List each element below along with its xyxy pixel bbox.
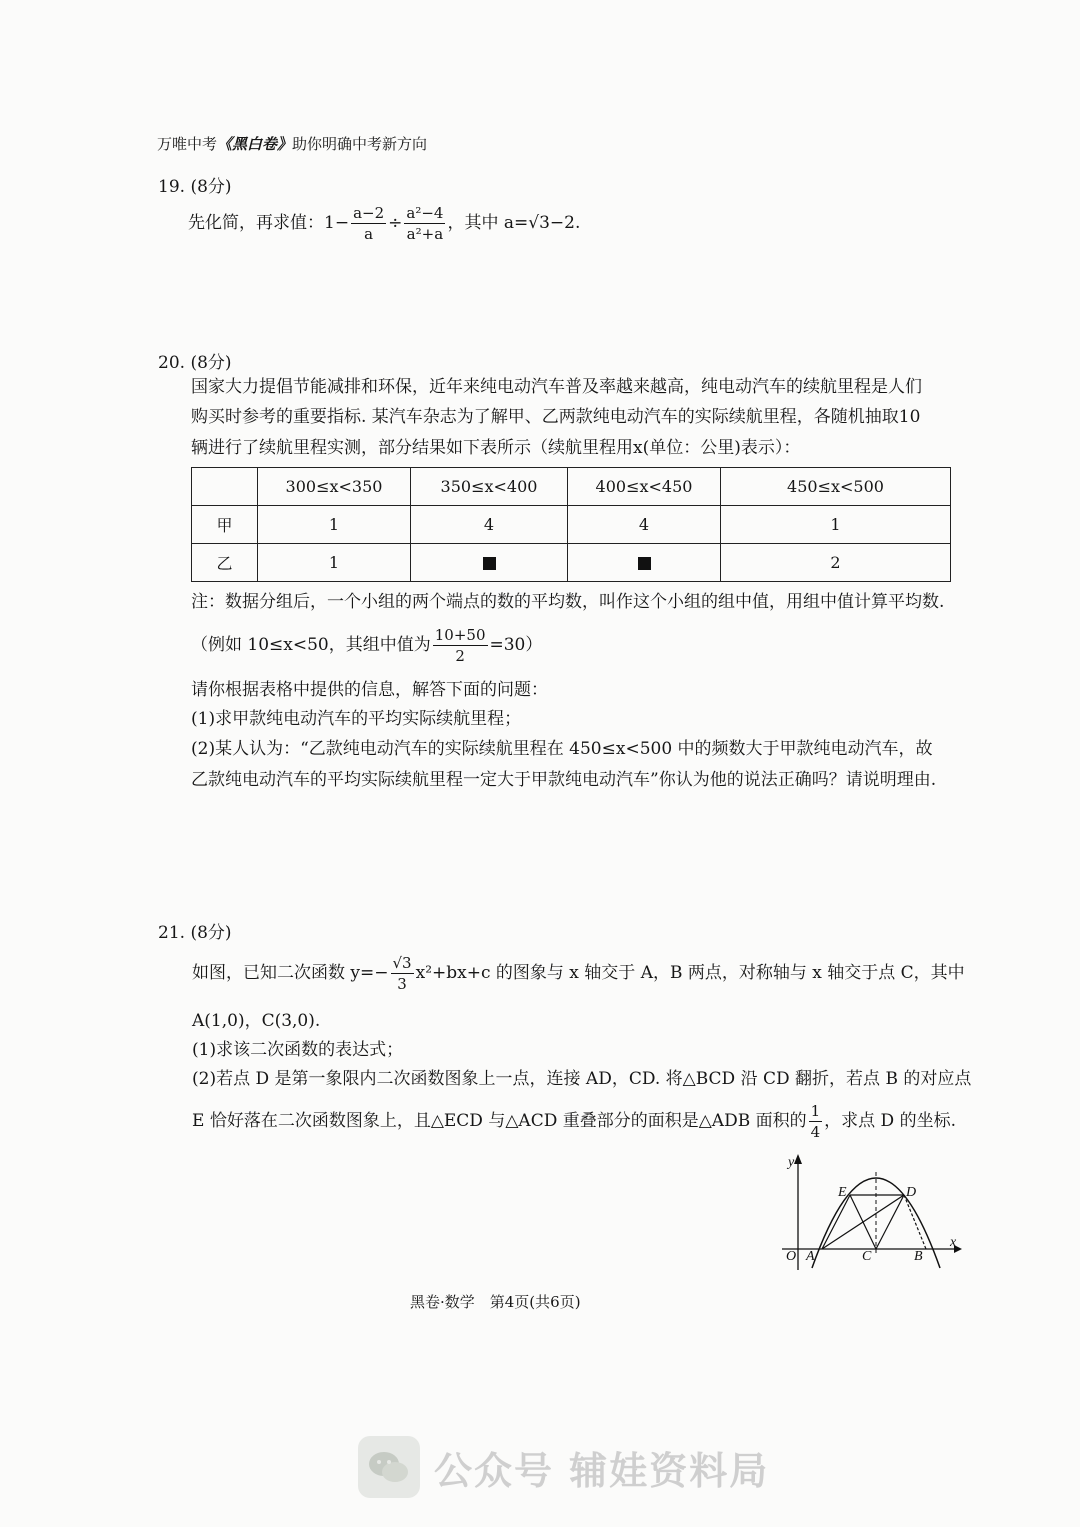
q19-fraction-2	[404, 203, 445, 243]
q20-example	[191, 622, 542, 668]
q19-expr-lead: 1−	[324, 213, 350, 233]
segment-ce	[850, 1195, 876, 1249]
table-header-cell: 300≤x<350	[258, 468, 411, 506]
q21-line-2: A(1,0)，C(3,0).	[192, 1011, 321, 1031]
table-cell: 4	[568, 506, 721, 544]
label-o: O	[786, 1249, 797, 1264]
q20-example-fraction	[433, 625, 488, 665]
parabola-figure	[782, 1150, 962, 1275]
y-axis-arrow	[794, 1154, 802, 1164]
q21-ratio-den: 4	[810, 1122, 821, 1141]
table-row	[192, 506, 951, 544]
q21-part2b-pre: E 恰好落在二次函数图象上，且△ECD 与△ACD 重叠部分的面积是△ADB 面积的	[192, 1111, 807, 1131]
q21-part-2a: (2)若点 D 是第一象限内二次函数图象上一点，连接 AD，CD. 将△BCD 沿 CD 翻折，若点 B 的对应点	[192, 1069, 972, 1089]
segment-cd	[876, 1195, 904, 1249]
q19-prompt: 先化简，再求值：	[188, 213, 324, 233]
watermark-text: 公众号 辅娃资料局	[434, 1449, 770, 1493]
q20-ask: 请你根据表格中提供的信息，解答下面的问题：	[191, 680, 548, 700]
table-cell-hidden	[411, 544, 568, 582]
q21-line-1	[192, 950, 965, 996]
q19-frac1-num: a−2	[353, 203, 385, 222]
q19-number: 19. (8分)	[158, 177, 232, 197]
q20-example-pre: （例如 10≤x<50，其组中值为	[191, 635, 431, 655]
q20-part-2a: (2)某人认为：“乙款纯电动汽车的实际续航里程在 450≤x<500 中的频数大于甲款纯电动汽车，故	[191, 739, 933, 759]
page-footer: 黑卷·数学 第4页(共6页)	[410, 1293, 581, 1311]
table-row-label: 乙	[192, 544, 258, 582]
q20-part-2b: 乙款纯电动汽车的平均实际续航里程一定大于甲款纯电动汽车”你认为他的说法正确吗？请说明理由.	[191, 770, 937, 790]
q21-ratio-num: 1	[810, 1101, 821, 1120]
q20-example-den: 2	[455, 646, 465, 665]
table-header-row	[192, 468, 951, 506]
label-y: y	[788, 1155, 795, 1170]
header-tagline-pre: 万唯中考	[157, 135, 218, 153]
table-cell: 1	[258, 506, 411, 544]
label-a: A	[806, 1249, 815, 1264]
q19-div-sign: ÷	[388, 213, 403, 233]
label-b: B	[914, 1249, 923, 1264]
q21-line1-pre: 如图，已知二次函数 y=−	[192, 963, 389, 983]
redacted-square	[483, 557, 496, 570]
table-cell: 1	[721, 506, 951, 544]
q19-frac2-num: a²−4	[406, 203, 444, 222]
q20-example-post: =30）	[489, 635, 543, 655]
redacted-square	[638, 557, 651, 570]
q20-example-num: 10+50	[434, 625, 486, 644]
q21-part-1: (1)求该二次函数的表达式；	[192, 1040, 404, 1060]
table-cell: 4	[411, 506, 568, 544]
q20-note: 注：数据分组后，一个小组的两个端点的数的平均数，叫作这个小组的组中值，用组中值计算平均数.	[191, 592, 945, 612]
q20-line-3: 辆进行了续航里程实测，部分结果如下表所示（续航里程用x(单位：公里)表示）：	[191, 438, 801, 458]
table-cell: 2	[721, 544, 951, 582]
q21-part2b-post: ，求点 D 的坐标.	[824, 1111, 956, 1131]
q20-number: 20. (8分)	[158, 353, 232, 373]
wechat-icon	[358, 1436, 420, 1498]
segment-db	[904, 1195, 926, 1249]
table-cell: 1	[258, 544, 411, 582]
label-d: D	[906, 1185, 917, 1200]
range-table	[191, 467, 951, 582]
header-brand: 《黑白卷》	[217, 135, 293, 153]
q19-frac1-den: a	[364, 224, 374, 243]
q21-coef-num: √3	[392, 953, 412, 972]
q19-condition: ，其中 a=√3−2.	[447, 213, 581, 233]
table-row	[192, 544, 951, 582]
table-corner	[192, 468, 258, 506]
table-header-cell: 350≤x<400	[411, 468, 568, 506]
q21-coef-den: 3	[397, 974, 407, 993]
q20-line-2: 购买时参考的重要指标. 某汽车杂志为了解甲、乙两款纯电动汽车的实际续航里程，各随机抽取10	[191, 407, 921, 427]
q21-ratio-fraction	[809, 1101, 823, 1141]
table-header-cell: 400≤x<450	[568, 468, 721, 506]
table-header-cell: 450≤x<500	[721, 468, 951, 506]
q19-fraction-1	[351, 203, 386, 243]
q19-frac2-den: a²+a	[406, 224, 444, 243]
q21-number: 21. (8分)	[158, 923, 232, 943]
q19-body	[188, 200, 580, 246]
label-c: C	[862, 1249, 872, 1264]
q20-part-1: (1)求甲款纯电动汽车的平均实际续航里程；	[191, 709, 522, 729]
segment-ea	[822, 1195, 850, 1249]
q21-coef-fraction	[391, 953, 414, 993]
q21-line1-post: x²+bx+c 的图象与 x 轴交于 A，B 两点，对称轴与 x 轴交于点 C，其中	[415, 963, 965, 983]
table-cell-hidden	[568, 544, 721, 582]
label-x: x	[950, 1235, 957, 1250]
q21-part-2b	[192, 1098, 956, 1144]
header-tagline-post: 助你明确中考新方向	[292, 135, 428, 153]
q20-line-1: 国家大力提倡节能减排和环保，近年来纯电动汽车普及率越来越高，纯电动汽车的续航里程是人们	[191, 377, 922, 397]
table-row-label: 甲	[192, 506, 258, 544]
label-e: E	[838, 1185, 847, 1200]
page-header	[157, 133, 427, 154]
